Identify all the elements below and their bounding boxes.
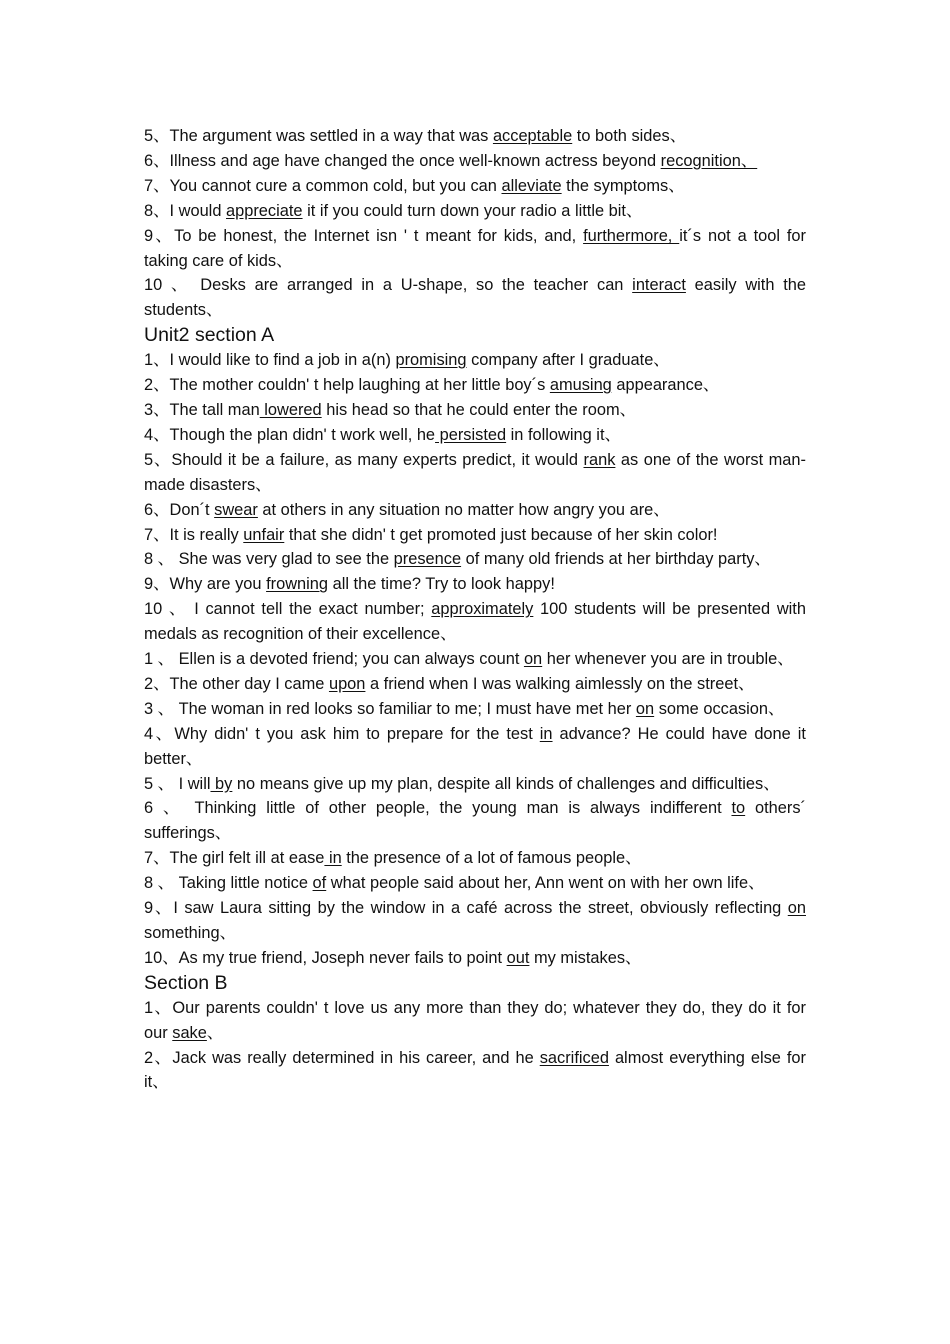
sentence-text: no means give up my plan, despite all kinds of challenges and difficulties、 xyxy=(232,774,780,793)
sentence-text: 9、I saw Laura sitting by the window in a café across the street, obviously reflecting xyxy=(144,899,788,918)
answer-word: upon xyxy=(328,674,366,693)
sentence-item xyxy=(144,597,806,647)
sentence-text: all the time? Try to look happy! xyxy=(328,575,555,594)
unit2-section-a-heading: Unit2 section A xyxy=(144,324,275,347)
answer-word: swear xyxy=(214,500,258,519)
sentence-text: some occasion、 xyxy=(654,699,785,718)
answer-word: by xyxy=(210,774,233,793)
sentence-item xyxy=(144,871,806,896)
sentence-text: 8 、 She was very glad to see the xyxy=(144,550,394,569)
sentence-text: 1 、 Ellen is a devoted friend; you can always count xyxy=(144,650,524,669)
sentence-text: 6、Illness and age have changed the once well-known actress beyond xyxy=(144,151,661,170)
sentence-text: something、 xyxy=(144,924,237,942)
unit1-sentence-list xyxy=(144,124,806,323)
sentence-text: of many old friends at her birthday party、 xyxy=(461,550,771,569)
answer-word: promising xyxy=(395,351,467,370)
sentence-text: easily with the students、 xyxy=(144,276,806,320)
sentence-item xyxy=(144,523,806,548)
sentence-text: what people said about her, Ann went on with her own life、 xyxy=(326,874,765,893)
sentence-text: 8、I would xyxy=(144,201,226,220)
sentence-text: her whenever you are in trouble、 xyxy=(542,650,794,669)
sentence-text: 3 、 The woman in red looks so familiar to me; I must have met her xyxy=(144,699,636,718)
sentence-item xyxy=(144,946,806,971)
sentence-text: 2、The other day I came xyxy=(144,674,329,693)
sentence-text: the presence of a lot of famous people、 xyxy=(341,849,642,868)
sentence-item xyxy=(144,398,806,423)
sentence-text: 1、Our parents couldn' t love us any more than they do; whatever they do, they do it for our xyxy=(144,998,806,1042)
sentence-item xyxy=(144,1046,806,1096)
sentence-text: others´ sufferings、 xyxy=(144,799,806,843)
answer-word: presence xyxy=(393,550,462,569)
unit2-word-sentence-list xyxy=(144,348,806,647)
sentence-text: almost everything else for it、 xyxy=(144,1048,807,1092)
sentence-text: 5、The argument was settled in a way that was xyxy=(144,127,493,145)
sentence-item xyxy=(144,273,806,323)
answer-word: in xyxy=(539,724,553,743)
sentence-text: 5、Should it be a failure, as many experts predict, it would xyxy=(144,450,584,469)
sentence-text: that she didn' t get promoted just because of her skin color! xyxy=(284,525,718,544)
sentence-item xyxy=(144,772,806,797)
answer-word: appreciate xyxy=(226,201,303,220)
answer-word: of xyxy=(312,874,327,893)
answer-word: alleviate xyxy=(501,176,562,195)
sentence-text: 4、Why didn' t you ask him to prepare for the test xyxy=(144,724,540,743)
answer-word: lowered xyxy=(259,400,322,419)
sentence-text: in following it、 xyxy=(506,425,621,444)
sentence-text: a friend when I was walking aimlessly on the street、 xyxy=(365,674,755,693)
answer-word: on xyxy=(635,699,655,718)
answer-word: sake xyxy=(172,1023,207,1042)
sentence-text: to both sides、 xyxy=(572,127,687,145)
answer-word: on xyxy=(523,650,543,669)
sentence-item xyxy=(144,348,806,373)
sentence-text: 100 students will be presented with medals as recognition of their excellence、 xyxy=(144,600,806,644)
answer-word: out xyxy=(506,948,530,967)
sentence-item xyxy=(144,373,806,398)
sentence-text: 2、The mother couldn' t help laughing at her little boy´s xyxy=(144,376,550,395)
sentence-item xyxy=(144,846,806,871)
unit2-phrase-sentence-list xyxy=(144,647,806,971)
sentence-text: 9、To be honest, the Internet isn ' t meant for kids, and, xyxy=(144,226,584,245)
sentence-text: at others in any situation no matter how angry you are、 xyxy=(257,500,670,519)
answer-word: recognition、 xyxy=(660,151,758,170)
sentence-item xyxy=(144,199,806,224)
sentence-text: 7、The girl felt ill at ease xyxy=(144,849,325,868)
answer-word: persisted xyxy=(435,425,507,444)
sentence-text: it if you could turn down your radio a little bit、 xyxy=(302,201,643,220)
sentence-text: 7、You cannot cure a common cold, but you can xyxy=(144,176,502,195)
sentence-item xyxy=(144,448,806,498)
answer-word: rank xyxy=(583,450,616,469)
sentence-text: 6 、 Thinking little of other people, the young man is always indifferent xyxy=(144,799,732,818)
sentence-text: 9、Why are you xyxy=(144,575,267,594)
sentence-text: advance? He could have done it better、 xyxy=(144,724,806,768)
answer-word: acceptable xyxy=(492,127,573,145)
sentence-item xyxy=(144,547,806,572)
section-b-heading: Section B xyxy=(144,971,228,994)
sentence-item xyxy=(144,996,806,1046)
sentence-text: 1、I would like to find a job in a(n) xyxy=(144,351,396,370)
sentence-text: company after I graduate、 xyxy=(466,351,670,370)
sentence-text: it´s not a tool for taking care of kids、 xyxy=(144,226,806,270)
answer-word: to xyxy=(731,799,746,818)
sentence-text: 7、It is really xyxy=(144,525,244,544)
sentence-item xyxy=(144,174,806,199)
exercise-content xyxy=(144,124,806,1095)
section-b-sentence-list xyxy=(144,996,806,1096)
sentence-item xyxy=(144,796,806,846)
sentence-item xyxy=(144,498,806,523)
sentence-text: 8 、 Taking little notice xyxy=(144,874,313,893)
sentence-item xyxy=(144,149,806,174)
sentence-text: 10 、 I cannot tell the exact number; xyxy=(144,600,432,619)
sentence-item xyxy=(144,896,806,946)
sentence-text: 10、As my true friend, Joseph never fails to point xyxy=(144,948,507,967)
sentence-text: 5 、 I will xyxy=(144,774,211,793)
sentence-text: as one of the worst man-made disasters、 xyxy=(144,450,806,494)
answer-word: frowning xyxy=(266,575,329,594)
answer-word: amusing xyxy=(549,376,612,395)
sentence-text: 6、Don´t xyxy=(144,500,215,519)
sentence-text: 10 、 Desks are arranged in a U-shape, so the teacher can xyxy=(144,276,633,295)
answer-word: on xyxy=(787,899,806,918)
sentence-text: appearance、 xyxy=(611,376,720,395)
sentence-item xyxy=(144,572,806,597)
sentence-text: 4、Though the plan didn' t work well, he xyxy=(144,425,436,444)
sentence-text: 3、The tall man xyxy=(144,400,260,419)
sentence-text: the symptoms、 xyxy=(561,176,685,195)
answer-word: sacrificed xyxy=(539,1048,609,1067)
answer-word: furthermore, xyxy=(583,226,680,245)
answer-word: in xyxy=(324,849,342,868)
answer-word: unfair xyxy=(243,525,285,544)
sentence-item xyxy=(144,722,806,772)
sentence-text: my mistakes、 xyxy=(529,948,642,967)
sentence-item xyxy=(144,124,806,149)
sentence-item xyxy=(144,224,806,274)
sentence-text: his head so that he could enter the room、 xyxy=(321,400,636,419)
sentence-text: 2、Jack was really determined in his career, and he xyxy=(144,1048,540,1067)
sentence-item xyxy=(144,647,806,672)
sentence-item xyxy=(144,672,806,697)
sentence-item xyxy=(144,423,806,448)
sentence-text: 、 xyxy=(206,1023,224,1042)
answer-word: interact xyxy=(632,276,686,295)
sentence-item xyxy=(144,697,806,722)
answer-word: approximately xyxy=(431,600,534,619)
